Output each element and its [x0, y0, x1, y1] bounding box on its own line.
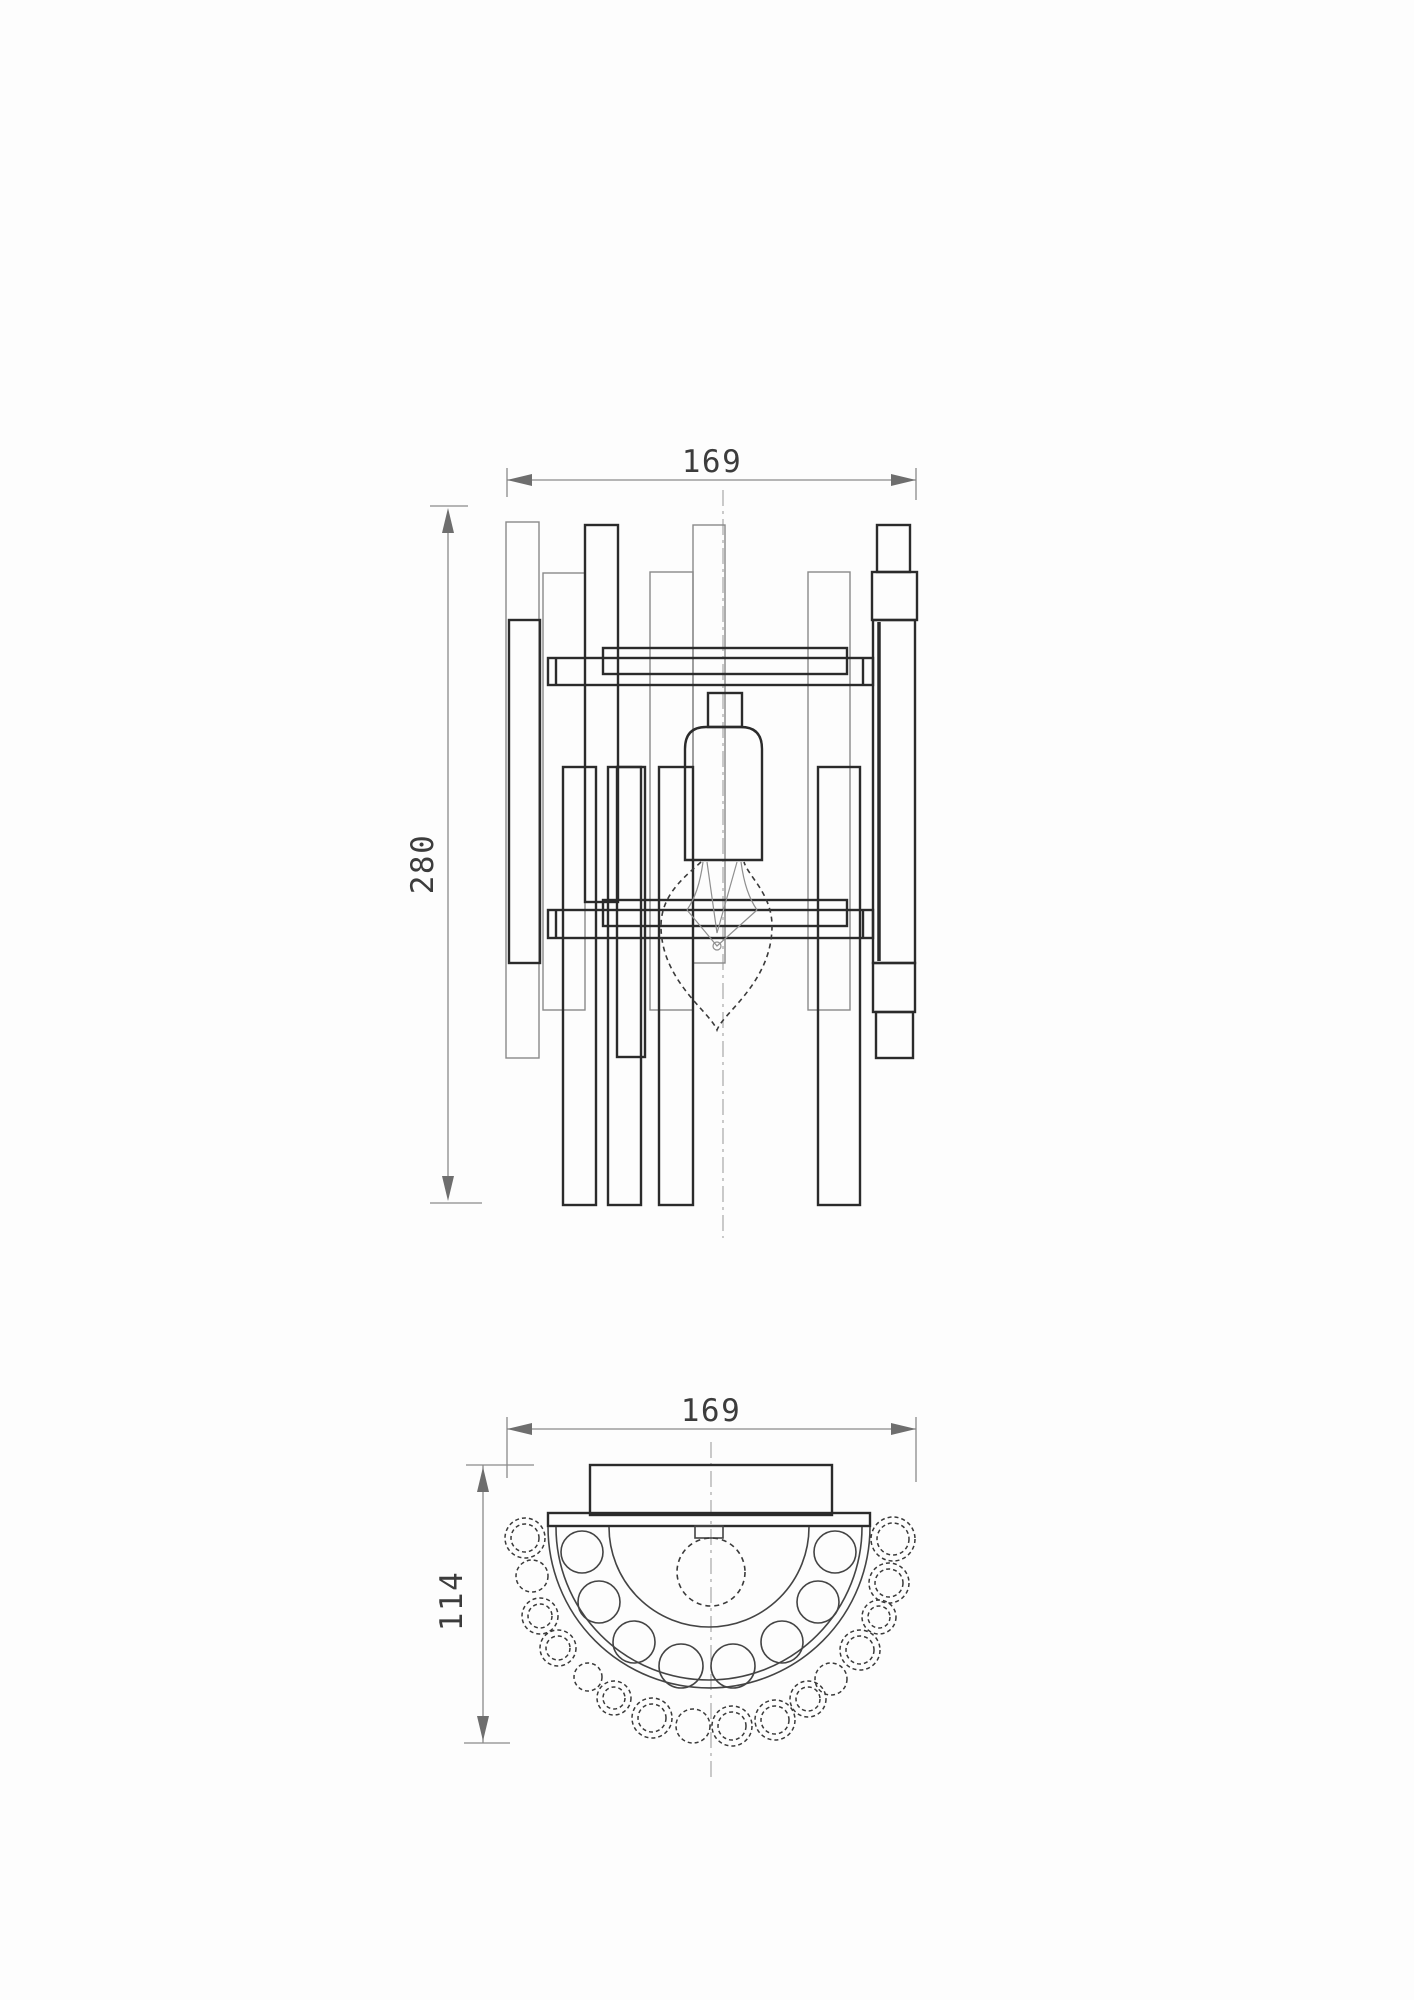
bead-crystal: [862, 1600, 896, 1634]
bead-facet: [875, 1569, 903, 1597]
bead-facet: [877, 1523, 909, 1555]
crystal-rod: [818, 767, 860, 1205]
mount-block: [873, 963, 915, 1012]
bead-facet: [603, 1687, 625, 1709]
crystal-circle: [711, 1644, 755, 1688]
bead-facet: [546, 1636, 570, 1660]
dimension-height-front: [405, 506, 482, 1203]
arrowhead: [891, 1423, 916, 1435]
rail-upper-front: [548, 658, 873, 685]
crystal-circle: [761, 1621, 803, 1663]
dim-width-bottom-label: 169: [680, 1393, 742, 1429]
inner-crystals: [561, 1531, 856, 1688]
arrowhead: [442, 508, 454, 533]
dimension-width-bottom: [507, 1393, 916, 1482]
mount-block: [876, 1012, 913, 1058]
bead-crystal: [516, 1560, 548, 1592]
bead-facet: [761, 1706, 789, 1734]
arrowhead: [891, 474, 916, 486]
bead-facet: [511, 1524, 539, 1552]
crystal-rod: [808, 572, 850, 1010]
bulb-stem: [707, 862, 737, 933]
crystal-circle: [659, 1644, 703, 1688]
arrowhead: [507, 474, 532, 486]
crystal-circle: [561, 1531, 603, 1573]
bulb-wire: [687, 862, 703, 910]
arrowhead: [442, 1176, 454, 1201]
arrowhead: [477, 1467, 489, 1492]
crystal-rod: [509, 620, 540, 963]
bead-facet: [528, 1604, 552, 1628]
arrowhead: [507, 1423, 532, 1435]
bead-crystal: [574, 1663, 602, 1691]
bead-crystal: [676, 1709, 710, 1743]
diffuser-rim: [548, 1527, 870, 1688]
rim-inner-arc: [556, 1527, 862, 1680]
bottom-view: [434, 1393, 916, 1778]
dimension-depth-bottom: [434, 1465, 534, 1743]
dim-width-front-label: 169: [681, 444, 743, 480]
crystal-rod: [585, 525, 618, 902]
crystal-rod: [659, 767, 693, 1205]
bead-crystal: [815, 1663, 847, 1695]
crystal-circle: [797, 1581, 839, 1623]
bead-facet: [846, 1636, 874, 1664]
socket-tab: [695, 1526, 723, 1538]
dim-depth-bottom-label: 114: [434, 1570, 470, 1632]
crystal-rod: [693, 525, 725, 963]
back-crystal-rods: [506, 522, 850, 1058]
crystal-rod: [608, 767, 641, 1205]
crystal-beads: [505, 1517, 915, 1746]
crystal-circle: [814, 1531, 856, 1573]
crystal-rod: [563, 767, 596, 1205]
crystal-rod: [650, 572, 693, 1010]
bead-facet: [638, 1704, 666, 1732]
front-view: [405, 444, 917, 1238]
mount-column: [872, 525, 917, 1058]
crystal-circle: [578, 1581, 620, 1623]
channel-arc: [609, 1527, 809, 1627]
bead-facet: [796, 1687, 820, 1711]
mount-block: [872, 572, 917, 620]
arrowhead: [477, 1716, 489, 1741]
rim-outer-arc: [548, 1527, 870, 1688]
bead-facet: [718, 1712, 746, 1740]
crystal-rod: [506, 522, 539, 1058]
bulb-wire: [741, 862, 757, 910]
dim-height-front-label: 280: [405, 833, 441, 895]
bead-crystal: [597, 1681, 631, 1715]
mount-block: [877, 525, 910, 572]
crystal-circle: [613, 1621, 655, 1663]
dimension-width-front: [507, 444, 916, 500]
bead-facet: [868, 1606, 890, 1628]
